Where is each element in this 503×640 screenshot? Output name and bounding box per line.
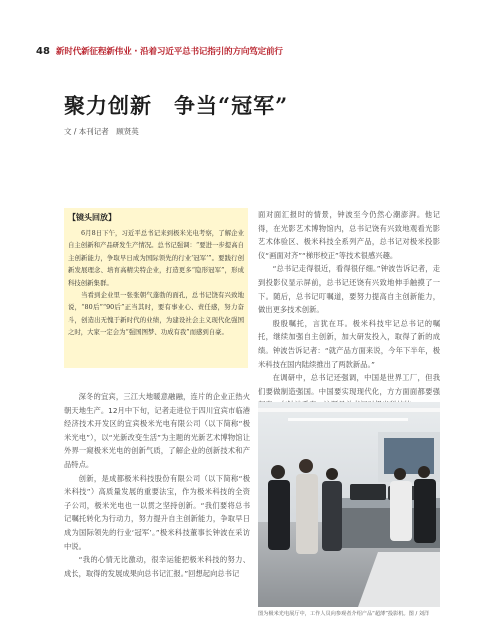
exhibition-photo xyxy=(258,402,440,607)
recap-heading: 【镜头回放】 xyxy=(68,212,116,222)
body-paragraph: “我的心情无比激动，很幸运能把极米科技的努力、成长，取得的发展成果向总书记汇报。”回想起向总书记 xyxy=(64,555,250,578)
article-title: 聚力创新 争当“冠军” xyxy=(64,93,289,118)
page-number: 48 xyxy=(36,45,50,57)
body-paragraph: 殷殷嘱托，言犹在耳。极米科技牢记总书记的嘱托，继续加强自主创新，加大研发投入，取得了新的成绩。钟波告诉记者：“就产品方面来说，今年下半年，极米科技在国内陆续推出了两款新品。” xyxy=(258,318,440,369)
photo-caption: 图为极米光电展厅中，工作人员向参观者介绍产品“超薄”投影机。图 / 刘洋 xyxy=(258,611,430,617)
recap-paragraph: 6月8日下午，习近平总书记来到极米光电考察，了解企业自主创新和产品研发生产情况。总书记强调：“要进一步提高自主创新能力，争取早日成为国际领先的行业‘冠军’”。要践行创新发展理念、培育高精尖特企业，打造更多“隐形冠军”，形成科技创新集群。 xyxy=(68,229,244,287)
body-paragraph: “总书记走得很近，看得很仔细。”钟波告诉记者，走到投影仪显示屏前，总书记还饶有兴致地伸手触摸了一下。随后，总书记叮嘱道，要努力提高自主创新能力，做出更多技术创新。 xyxy=(258,264,440,315)
page-header xyxy=(36,44,283,58)
body-paragraph: 在调研中，总书记还强调，中国是世界工厂，但我们要做制造强国。中国要实现现代化，方方面面都要强 xyxy=(258,373,440,396)
body-paragraph: 深冬的宜宾，三江大地暖意融融，连片的企业正热火朝天地生产。12月中下旬，记者走进位于四川宜宾市临港经济技术开发区的宜宾极米光电有限公司（以下简称“极米光电”），以“光新改变生活”为主题的光新艺术博物馆让外界一窥极米光电的创新气质，了解企业的创新技术和产品特点。 xyxy=(64,392,250,469)
article-byline: 文 / 本刊记者 顾贤英 xyxy=(64,127,139,136)
body-column-right xyxy=(258,208,440,412)
recap-paragraph: 当看到企业里一张张朝气蓬勃的面孔，总书记饶有兴致地说，“80后”“90后”正当其时，要有事业心、责任感，努力奋斗，创造出无愧于新时代的业绩，为建设社会主义现代化强国之时，大家一定会为“强国图梦、功成有我”而感到自豪。 xyxy=(68,291,244,337)
body-column-left xyxy=(64,390,250,580)
recap-box xyxy=(64,208,248,368)
body-paragraph: 创新，是成都极米科技股份有限公司（以下简称“极米科技”）高质量发展的重要法宝，作为极米科技的全资子公司，极米光电也一以贯之坚持创新。“我们要将总书记嘱托转化为行动力，努力提升自主创新能力，争取早日成为国际领先的行业‘冠军’。”极米科技董事长钟波在采访中说。 xyxy=(64,473,250,551)
series-title: 新时代新征程新伟业 · 沿着习近平总书记指引的方向笃定前行 xyxy=(55,47,283,57)
body-paragraph: 面对面汇报时的情景，钟波至今仍然心潮澎湃。他记得，在光影艺术博物馆内，总书记饶有兴致地观看光影艺术体验区、极米科技全系列产品，总书记对极米投影仪“画面对齐”“梯形校正”等技术很感兴趣。 xyxy=(258,210,440,260)
